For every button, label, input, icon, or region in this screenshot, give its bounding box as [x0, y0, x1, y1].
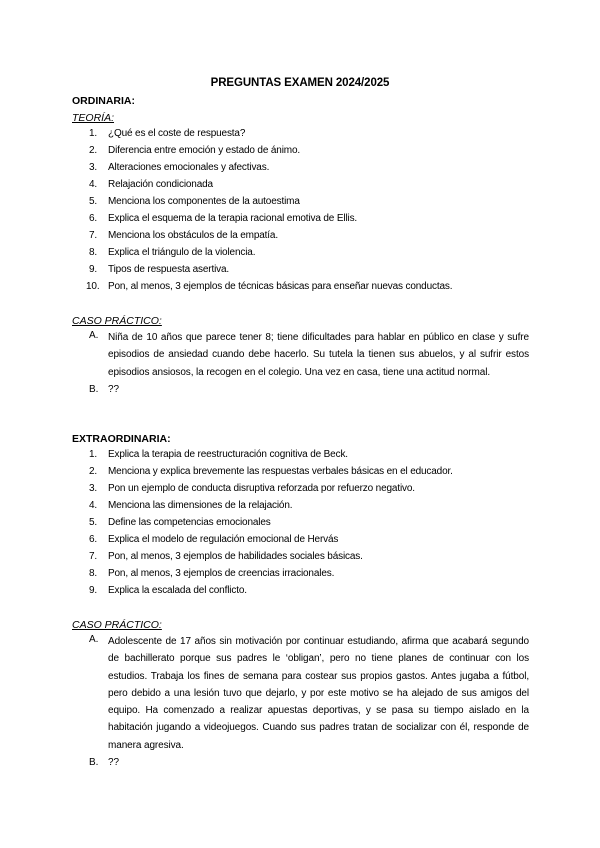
item-text: Adolescente de 17 años sin motivación por continuar estudiando, afirma que acabará segundo de bachillerato porque sus padres le ‘obligan’, pero no tiene planes de continuar con los estudios. Trabaja los fines de semana para costear sus propios gastos. Antes jugaba a fútbol, pero debido a una lesión tuvo que dejarlo, y por este motivo se ha alejado de sus amigos del equipo. Ha comenzado a realizar apuestas deportivas, y se pasa su tiempo aislado en la habitación jugando a videojuegos. Cuando sus padres tratan de socializar con él, responde de manera agresiva. — [108, 636, 529, 751]
item-text: ?? — [108, 757, 119, 769]
ordinaria-question-list — [72, 125, 532, 295]
item-text: Niña de 10 años que parece tener 8; tiene dificultades para hablar en público en clase y sufre episodios de ansiedad cuando debe hacerlo. Su tutela la tienen sus abuelos, y al sufrir estos episodios ansiosos, la recogen en el colegio. Una vez en casa, tiene una actitud normal. — [108, 332, 529, 378]
item-text: ¿Qué es el coste de respuesta? — [108, 128, 246, 139]
page-title: PREGUNTAS EXAMEN 2024/2025 — [210, 77, 390, 89]
list-item — [72, 480, 532, 497]
item-number: 4. — [89, 179, 98, 190]
item-number: 9. — [89, 585, 98, 596]
list-item — [72, 278, 532, 295]
list-item — [72, 142, 532, 159]
teoria-label: TEORÍA: — [72, 112, 115, 124]
extraordinaria-question-list — [72, 446, 532, 599]
item-text: Tipos de respuesta asertiva. — [108, 264, 230, 275]
item-text: Pon, al menos, 3 ejemplos de habilidades sociales básicas. — [108, 551, 363, 562]
list-item — [72, 446, 532, 463]
item-number: 4. — [89, 500, 98, 511]
list-item — [72, 381, 529, 398]
extraordinaria-heading: EXTRAORDINARIA: — [72, 433, 171, 445]
extraordinaria-caso-label: CASO PRÁCTICO: — [72, 619, 162, 631]
list-item — [72, 514, 532, 531]
list-item — [72, 227, 532, 244]
list-item — [72, 497, 532, 514]
item-number: 3. — [89, 483, 98, 494]
list-item — [72, 176, 532, 193]
item-text: Pon, al menos, 3 ejemplos de técnicas básicas para enseñar nuevas conductas. — [108, 281, 453, 292]
list-item — [72, 633, 529, 754]
item-number: 7. — [89, 551, 98, 562]
list-item — [72, 193, 532, 210]
list-item — [72, 329, 529, 381]
extraordinaria-caso-list — [72, 633, 529, 771]
item-text: Explica el triángulo de la violencia. — [108, 247, 256, 258]
item-number: 8. — [89, 568, 98, 579]
item-text: ?? — [108, 383, 119, 395]
item-number: 10. — [86, 281, 100, 292]
item-text: Pon, al menos, 3 ejemplos de creencias irracionales. — [108, 568, 335, 579]
item-text: Pon un ejemplo de conducta disruptiva reforzada por refuerzo negativo. — [108, 483, 415, 494]
ordinaria-caso-list — [72, 329, 529, 398]
item-number: B. — [89, 383, 99, 395]
item-number: 2. — [89, 145, 98, 156]
item-number: A. — [89, 634, 99, 645]
item-number: 1. — [89, 449, 98, 460]
item-number: 9. — [89, 264, 98, 275]
list-item — [72, 531, 532, 548]
item-number: 7. — [89, 230, 98, 241]
item-text: Menciona los obstáculos de la empatía. — [108, 230, 278, 241]
item-text: Diferencia entre emoción y estado de ánimo. — [108, 145, 300, 156]
list-item — [72, 582, 532, 599]
item-number: 6. — [89, 213, 98, 224]
item-number: A. — [89, 330, 99, 341]
list-item — [72, 463, 532, 480]
list-item — [72, 244, 532, 261]
item-text: Explica el modelo de regulación emocional de Hervás — [108, 534, 339, 545]
list-item — [72, 210, 532, 227]
item-text: Explica la escalada del conflicto. — [108, 585, 247, 596]
ordinaria-heading: ORDINARIA: — [72, 95, 135, 107]
item-text: Relajación condicionada — [108, 179, 213, 190]
item-text: Menciona las dimensiones de la relajación. — [108, 500, 293, 511]
item-number: 8. — [89, 247, 98, 258]
item-text: Alteraciones emocionales y afectivas. — [108, 162, 270, 173]
item-number: 5. — [89, 517, 98, 528]
list-item — [72, 754, 529, 771]
item-number: 1. — [89, 128, 98, 139]
item-text: Menciona los componentes de la autoestima — [108, 196, 300, 207]
item-number: 5. — [89, 196, 98, 207]
item-text: Explica el esquema de la terapia racional emotiva de Ellis. — [108, 213, 358, 224]
item-number: B. — [89, 757, 99, 769]
item-number: 6. — [89, 534, 98, 545]
item-number: 2. — [89, 466, 98, 477]
ordinaria-caso-label: CASO PRÁCTICO: — [72, 315, 162, 327]
item-text: Define las competencias emocionales — [108, 517, 271, 528]
item-text: Menciona y explica brevemente las respuestas verbales básicas en el educador. — [108, 466, 453, 477]
item-text: Explica la terapia de reestructuración cognitiva de Beck. — [108, 449, 348, 460]
list-item — [72, 159, 532, 176]
item-number: 3. — [89, 162, 98, 173]
list-item — [72, 125, 532, 142]
list-item — [72, 565, 532, 582]
list-item — [72, 261, 532, 278]
list-item — [72, 548, 532, 565]
